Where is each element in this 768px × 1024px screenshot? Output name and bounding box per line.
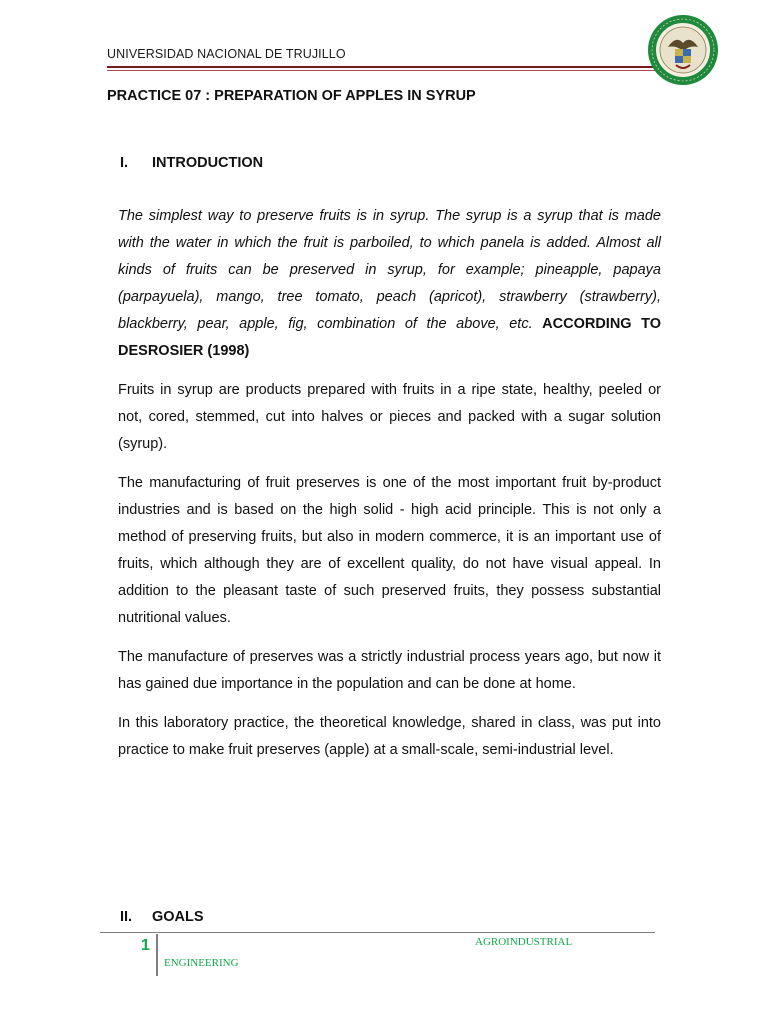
university-seal-icon: [646, 13, 720, 87]
section-title: INTRODUCTION: [152, 155, 264, 171]
section-title: GOALS: [152, 909, 204, 925]
practice-title: PRACTICE 07 : PREPARATION OF APPLES IN SYRUP: [107, 88, 476, 104]
section-heading-goals: [120, 909, 204, 925]
header-divider: [107, 66, 662, 68]
footer-divider: [100, 932, 655, 933]
intro-paragraph-4: The manufacture of preserves was a strictly industrial process years ago, but now it has gained due importance in the population and can be done at home.: [118, 649, 661, 692]
section-number: I.: [120, 155, 129, 171]
intro-paragraph-3: The manufacturing of fruit preserves is one of the most important fruit by-product industries and is based on the high solid - high acid principle. This is not only a method of preserving fruits, but also in modern commerce, it is an important use of fruits, which although they are of excellent quality, do not have visual appeal. In addition to the pleasant taste of such preserved fruits, they possess substantial nutritional values.: [118, 475, 661, 626]
intro-paragraph-1-text: The simplest way to preserve fruits is in syrup. The syrup is a syrup that is made with the water in which the fruit is parboiled, to which panela is added. Almost all kinds of fruits can be preserved in syrup, for example; pineapple, papaya (parpayuela), mango, tree tomato, peach (apricot), strawberry (strawberry), blackberry, pear, apple, fig, combination of the above, etc.: [118, 208, 661, 332]
footer-vertical-divider: [156, 934, 158, 976]
intro-citation: ACCORDING TO DESROSIER (1998): [118, 316, 661, 359]
section-number: II.: [120, 909, 133, 925]
intro-paragraph-2: Fruits in syrup are products prepared with fruits in a ripe state, healthy, peeled or not, cored, stemmed, cut into halves or pieces and packed with a sugar solution (syrup).: [118, 382, 661, 452]
footer-department-line-1: AGROINDUSTRIAL: [475, 936, 573, 948]
section-heading-introduction: [120, 155, 263, 171]
page-number: 1: [141, 937, 150, 954]
footer-department-line-2: ENGINEERING: [164, 957, 239, 969]
intro-paragraph-1: [118, 203, 661, 365]
intro-paragraph-5: In this laboratory practice, the theoretical knowledge, shared in class, was put into practice to make fruit preserves (apple) at a small-scale, semi-industrial level.: [118, 715, 661, 758]
header-university-name: UNIVERSIDAD NACIONAL DE TRUJILLO: [107, 47, 346, 61]
header-divider-secondary: [107, 70, 662, 71]
